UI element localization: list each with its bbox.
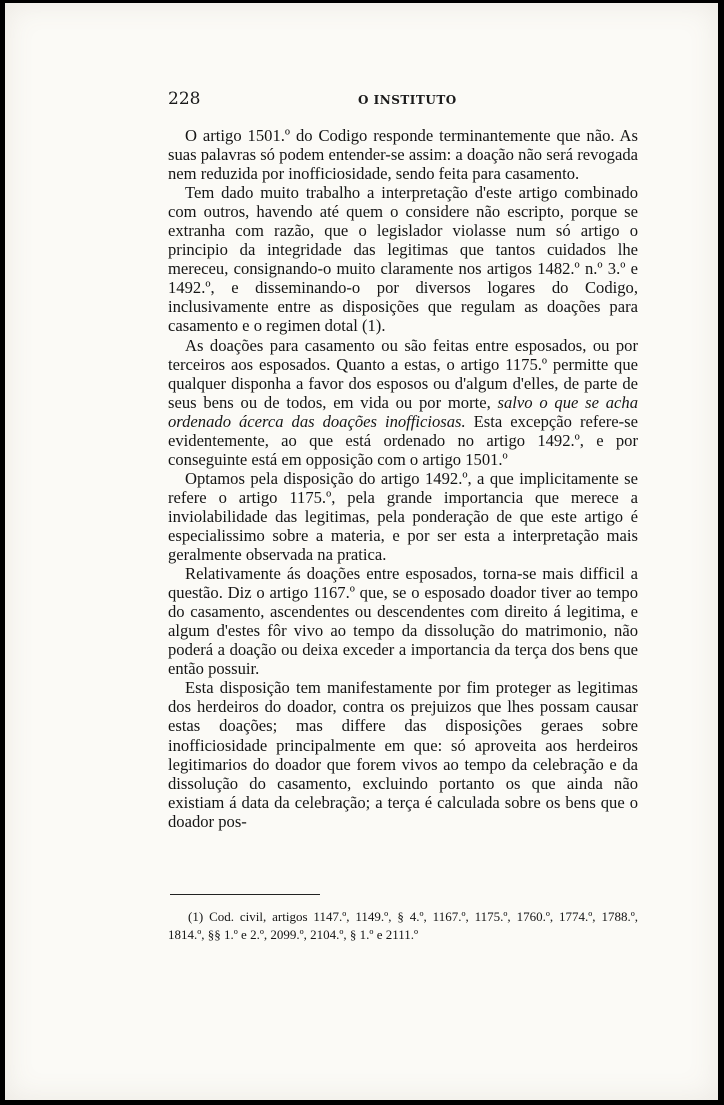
paragraph-3 [168, 336, 638, 469]
paragraph-3-tail: Esta excepção refere-se evidentemente, ao que está ordenado no artigo 1492.º, e por conseguinte está em opposição com o artigo 1501.º [168, 411, 638, 469]
paragraph-3-lead: As doações para casamento ou são feitas entre esposados, ou por terceiros aos esposados. Quanto a estas, o artigo 1175.º permitte que qualquer disponha a favor dos esposos ou d'algum d'elles, de parte de seus bens ou de todos, em vida ou por morte, [168, 335, 638, 412]
footnote-divider [170, 894, 320, 895]
footnote-text: (1) Cod. civil, artigos 1147.º, 1149.º, § 4.º, 1167.º, 1175.º, 1760.º, 1774.º, 1788.º, 1814.º, §§ 1.º e 2.º, 2099.º, 2104.º, § 1.º e 2111.º [168, 909, 638, 942]
book-page [5, 3, 718, 1100]
paragraph-4: Optamos pela disposição do artigo 1492.º, a que implicitamente se refere o artigo 1175.º, pela grande importancia que merece a inviolabilidade das legitimas, pela ponderação de que este artigo é especialissimo sobre a materia, e por ser esta a interpretação mais geralmente observada na pratica. [168, 468, 638, 565]
paragraph-6: Esta disposição tem manifestamente por fim proteger as legitimas dos herdeiros do doador, contra os prejuizos que lhes possam causar estas doações; mas differe das disposições geraes sobre inofficiosidade principalmente em que: só aproveita aos herdeiros legitimarios do doador que forem vivos ao tempo da celebração e da dissolução do casamento, excluindo portanto os que ainda não existiam á data da celebração; a terça é calculada sobre os bens que o doador pos- [168, 678, 638, 831]
paragraph-1: O artigo 1501.º do Codigo responde terminantemente que não. As suas palavras só podem entender-se assim: a doação não será revogada nem reduzida por inofficiosidade, sendo feita para casamento. [168, 126, 638, 184]
page-header [168, 89, 638, 111]
paragraph-5: Relativamente ás doações entre esposados, torna-se mais difficil a questão. Diz o artigo 1167.º que, se o esposado doador tiver ao tempo do casamento, ascendentes ou descendentes com direito á legitima, e algum d'estes fôr vivo ao tempo da dissolução do matrimonio, não poderá a doação ou deixa exceder a importancia da terça dos bens que então possuir. [168, 564, 638, 679]
running-title: O INSTITUTO [358, 93, 457, 107]
footnote [168, 908, 638, 944]
paragraph-3-italic-quote: salvo o que se acha ordenado ácerca das doações inofficiosas. [168, 392, 638, 431]
page-number: 228 [168, 89, 201, 109]
body-text [168, 126, 638, 831]
paragraph-2: Tem dado muito trabalho a interpretação d'este artigo combinado com outros, havendo até quem o considere não escripto, porque se extranha com razão, que o legislador violasse num só artigo o principio da integridade das legitimas que tantos cuidados lhe mereceu, consignando-o muito claramente nos artigos 1482.º n.º 3.º e 1492.º, e disseminando-o por diversos logares do Codigo, inclusivamente entre as disposições que regulam as doações para casamento e o regimen dotal (1). [168, 183, 638, 336]
